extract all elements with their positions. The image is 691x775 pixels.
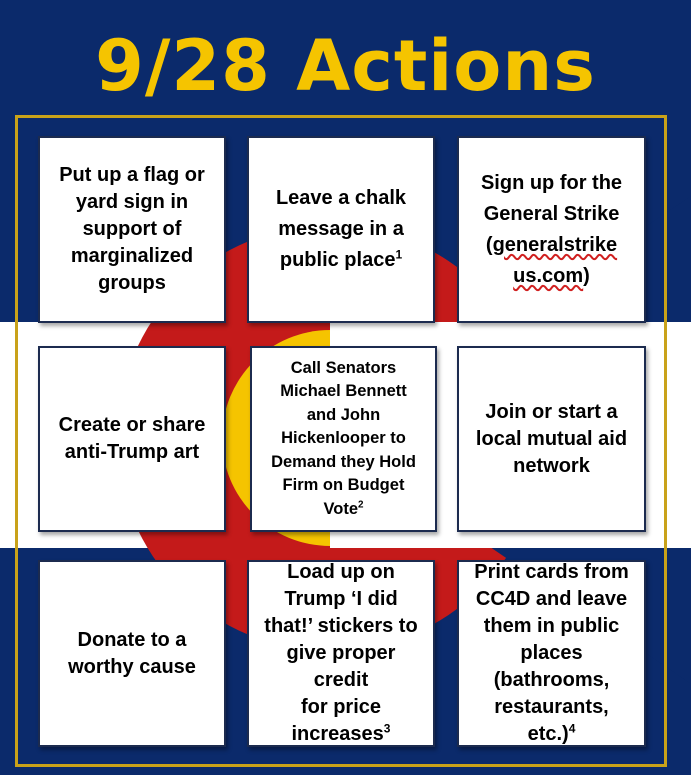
page-title: 9/28 Actions <box>95 25 596 107</box>
action-card-anti-trump-art <box>38 346 226 532</box>
card-text: Donate to a worthy cause <box>68 628 196 678</box>
footnote-marker: 1 <box>395 247 403 262</box>
card-text-end: ) <box>583 264 590 287</box>
action-card-stickers <box>247 560 435 747</box>
footnote-marker: 3 <box>383 721 391 736</box>
action-card-general-strike <box>457 136 646 323</box>
card-text: Leave a chalk message in a public place <box>275 187 407 271</box>
action-card-mutual-aid <box>457 346 646 532</box>
generalstrike-link[interactable]: generalstrike us.com <box>492 233 618 287</box>
card-text: Put up a flag or yard sign in support of marginalized groups <box>59 164 205 294</box>
action-card-flag-sign <box>38 136 226 323</box>
card-text: Create or share anti-Trump art <box>58 414 206 463</box>
footnote-marker: 2 <box>358 499 364 511</box>
action-card-print-cards <box>457 560 646 747</box>
action-card-chalk-message <box>247 136 435 323</box>
card-text: Sign up for the General Strike ( <box>480 171 623 256</box>
action-card-donate <box>38 560 226 747</box>
card-text: Call Senators Michael Bennett and John Hickenlooper to Demand they Hold Firm on Budget Vote <box>271 358 416 518</box>
card-text: Print cards from CC4D and leave them in public places (bathrooms, restaurants, etc.) <box>474 561 629 745</box>
action-card-call-senators <box>250 346 437 532</box>
card-text: Join or start a local mutual aid network <box>475 400 628 477</box>
card-text: Load up on Trump ‘I did that!’ stickers to give proper credit for price increases <box>264 561 418 745</box>
footnote-marker: 4 <box>568 721 576 736</box>
